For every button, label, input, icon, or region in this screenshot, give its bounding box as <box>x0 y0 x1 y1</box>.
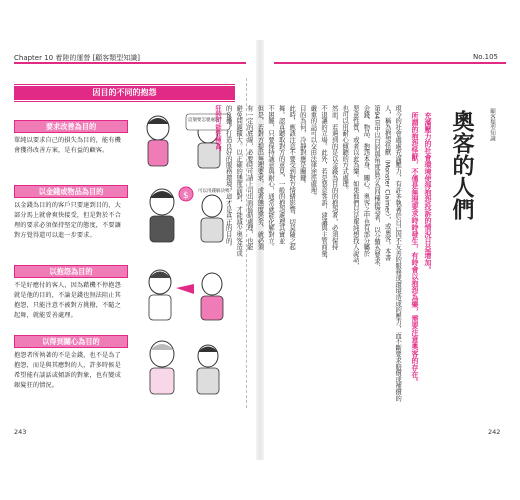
lead-line-2: 所謂的抱怨怪獸，不僅是無理要求時時發生，有時會以抱怨為樂，需要注意奧客的存在。 <box>411 112 419 385</box>
right-page-number: 242 <box>488 428 501 436</box>
speech-bubble-money: 可以用錢解決嗎？ <box>198 189 234 194</box>
body-column: 金錢、物品、抱怨本身、關心。奧客之中也有部分屬於 <box>362 105 370 257</box>
body-column: 舞。認真聽取對方的意見，一般的抱怨處理其實並 <box>277 105 285 244</box>
body-column: 目的為何，冷靜對應是關鍵。 <box>298 105 306 187</box>
svg-text:$: $ <box>183 191 189 201</box>
topic-title: 因目的不同的抱怨 <box>14 86 235 100</box>
body-column: 人，稱為抱怨怪獸（Monster Claimer），或奧客。本書 <box>383 105 391 261</box>
right-header-rule <box>274 62 506 64</box>
section-body-complaint: 不是好應付的客人，因為藉機不停抱怨就是他的目的，不論是錢也無法阻止其抱怨，只能注意不被對方挑撥，不隨之起舞，就能妥善處理。 <box>14 282 121 319</box>
body-column: 避免問題擴大。以正確的態度面對，才能減少奧客造成 <box>235 105 243 257</box>
section-title-complaint: 以抱怨為目的 <box>14 265 128 278</box>
body-column: 有一定的底線，必要時可請上司出面協助處理，也能 <box>245 105 253 250</box>
body-column: 現今的社會處處充滿壓力，有許多執著於自己因不友善的服務或環境造成的壓力，而不斷要求賠償或補償的 <box>394 105 402 402</box>
body-emphasis-column: 狂的可能性極高。 <box>214 105 221 156</box>
left-header-rule <box>14 62 246 64</box>
section-body-money: 以金錢為目的的客戶只要達到目的，大部分馬上就會爽快接受，但是對於不合理的要求必須保持堅定的態度，不要讓對方覺得還可以進一步要求。 <box>14 202 121 239</box>
speech-bubble-improvement: 這個要怎麼處理？ <box>188 118 224 123</box>
left-page-number: 243 <box>14 428 27 436</box>
lead-line-1: 充滿壓力的社會環境使得抱怨投訴的情況日益增加。 <box>424 112 432 273</box>
body-column: 但是，若對方提出無理要求，或者態度惡劣，就必須 <box>256 105 264 250</box>
section-body-improvement: 單純以要求自己的損失為目的，能有機會獲得改善方案，是有益的顧客。 <box>14 137 121 154</box>
body-column: 惡意性質，或者以此為樂。如果他們只是單純想找人說話， <box>351 105 359 269</box>
section-title-money: 以金錢或物品為目的 <box>14 185 128 198</box>
body-column: 不困難，只要保持誠意與耐心，通常就能化解對立。 <box>267 105 274 250</box>
body-column: 也可以用耐心傾聽的方式處理。 <box>341 105 349 194</box>
body-column: 嚴重的話可以交由法律途徑處理。 <box>309 105 317 200</box>
left-page-header: Chapter 10 着陸的運營 [顧客類型知識] <box>14 54 141 62</box>
section-title-attention: 以得到關心為目的 <box>14 335 128 348</box>
right-small-label: 顧客類型知識 <box>489 108 495 141</box>
section-title-improvement: 要求改善為目的 <box>14 120 128 133</box>
right-page-title: 奧客的人們 <box>449 110 474 220</box>
section-body-attention: 抱怨者所執著的不是金錢，也不是為了抱怨，而是與其應對的人，許多時候是希望能有談話或傾訴的對象，也有變成銀髮狂的情況。 <box>14 352 121 389</box>
body-column: 此時，應該注意不要受到對方情緒影響，切莫隨之起 <box>288 105 296 250</box>
body-column: 的負擔，打造良好的服務環境，這才是真正的目的。 <box>224 105 232 250</box>
body-column: 然而，若遇到的是以金錢為目的的抱怨者，必須保持 <box>330 105 338 250</box>
body-column: 不退讓的立場。此外，若是惡意客訴，建議與主管商量， <box>320 105 327 263</box>
body-column: 第94頁中以目的與角度區分為四種抱怨者，以分類為要求、 <box>373 105 380 271</box>
right-page-header: No.105 <box>473 53 498 61</box>
